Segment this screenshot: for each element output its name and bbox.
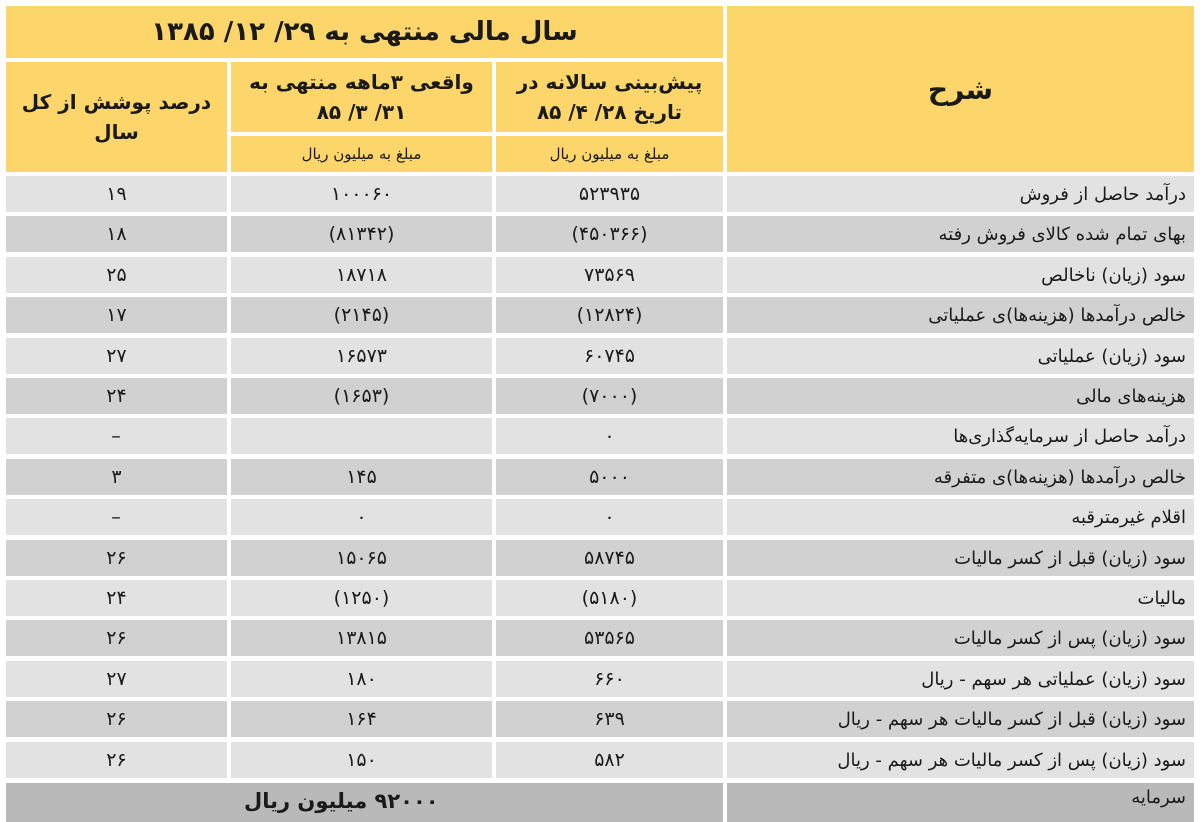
capital-label: سرمایه [727,783,1194,822]
row-forecast-value: ۵۸۷۴۵ [496,540,723,576]
row-coverage-percent: ۱۸ [6,216,227,252]
row-actual-value: (۲۱۴۵) [231,297,492,333]
capital-value [6,783,723,822]
period-title: سال مالی منتهی به ۲۹/ ۱۲/ ۱۳۸۵ [6,6,723,58]
row-actual-value: ۱۶۴ [231,701,492,737]
row-actual-value: ۰ [231,499,492,535]
row-actual-value: (۸۱۳۴۲) [231,216,492,252]
row-forecast-value: ۵۳۵۶۵ [496,620,723,656]
row-forecast-value: ۶۳۹ [496,701,723,737]
row-forecast-value: ۷۳۵۶۹ [496,257,723,293]
row-coverage-percent: ۲۶ [6,701,227,737]
row-forecast-value: ۶۶۰ [496,661,723,697]
row-description: سود (زیان) ناخالص [727,257,1194,293]
actual-unit-label: مبلغ به میلیون ریال [231,136,492,172]
row-coverage-percent: ۲۴ [6,378,227,414]
row-description: خالص درآمدها (هزینه‌ها)ی عملیاتی [727,297,1194,333]
capital-value-text: ۹۲۰۰۰ میلیون ریال [244,789,439,813]
row-description: اقلام غیرمترقبه [727,499,1194,535]
forecast-unit-label: مبلغ به میلیون ریال [496,136,723,172]
row-actual-value: ۱۴۵ [231,459,492,495]
row-description: سود (زیان) عملیاتی [727,338,1194,374]
row-actual-value: ۱۳۸۱۵ [231,620,492,656]
row-description: درآمد حاصل از فروش [727,176,1194,212]
row-coverage-percent: ۱۹ [6,176,227,212]
row-description: مالیات [727,580,1194,616]
row-coverage-percent: ۲۶ [6,540,227,576]
row-description: سود (زیان) عملیاتی هر سهم - ریال [727,661,1194,697]
row-forecast-value: (۷۰۰۰) [496,378,723,414]
row-coverage-percent: – [6,418,227,454]
forecast-column-header: پیش‌بینی سالانه در تاریخ ۲۸/ ۴/ ۸۵ [496,62,723,132]
row-actual-value: ۱۰۰۰۶۰ [231,176,492,212]
row-coverage-percent: ۲۷ [6,661,227,697]
row-forecast-value: ۵۲۳۹۳۵ [496,176,723,212]
row-forecast-value: (۴۵۰۳۶۶) [496,216,723,252]
row-description: بهای تمام شده کالای فروش رفته [727,216,1194,252]
row-forecast-value: ۰ [496,418,723,454]
row-forecast-value: (۵۱۸۰) [496,580,723,616]
row-coverage-percent: – [6,499,227,535]
coverage-column-header: درصد پوشش از کل سال [6,62,227,172]
description-column-header: شرح [727,6,1194,172]
row-actual-value: ۱۸۷۱۸ [231,257,492,293]
row-coverage-percent: ۲۴ [6,580,227,616]
row-description: خالص درآمدها (هزینه‌ها)ی متفرقه [727,459,1194,495]
row-description: هزینه‌های مالی [727,378,1194,414]
row-forecast-value: ۵۰۰۰ [496,459,723,495]
row-coverage-percent: ۲۶ [6,620,227,656]
row-description: سود (زیان) پس از کسر مالیات هر سهم - ریال [727,742,1194,778]
row-forecast-value: ۰ [496,499,723,535]
row-description: سود (زیان) پس از کسر مالیات [727,620,1194,656]
row-coverage-percent: ۲۷ [6,338,227,374]
row-coverage-percent: ۲۵ [6,257,227,293]
actual-column-header: واقعی ۳ماهه منتهی به ۳۱/ ۳/ ۸۵ [231,62,492,132]
row-actual-value: ۱۵۰۶۵ [231,540,492,576]
row-actual-value: (۱۶۵۳) [231,378,492,414]
row-coverage-percent: ۱۷ [6,297,227,333]
row-actual-value [231,418,492,454]
row-description: سود (زیان) قبل از کسر مالیات هر سهم - ریال [727,701,1194,737]
row-actual-value: ۱۶۵۷۳ [231,338,492,374]
row-actual-value: ۱۵۰ [231,742,492,778]
row-description: سود (زیان) قبل از کسر مالیات [727,540,1194,576]
row-forecast-value: ۶۰۷۴۵ [496,338,723,374]
row-actual-value: ۱۸۰ [231,661,492,697]
row-description: درآمد حاصل از سرمایه‌گذاری‌ها [727,418,1194,454]
row-forecast-value: (۱۲۸۲۴) [496,297,723,333]
row-forecast-value: ۵۸۲ [496,742,723,778]
row-coverage-percent: ۲۶ [6,742,227,778]
row-actual-value: (۱۲۵۰) [231,580,492,616]
row-coverage-percent: ۳ [6,459,227,495]
